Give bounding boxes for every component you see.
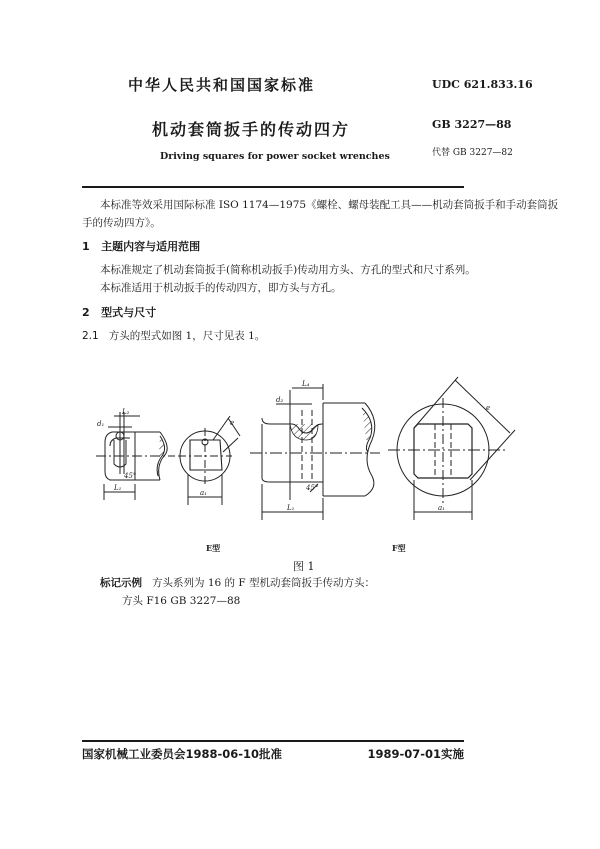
- dim-a-e: a₁: [200, 489, 207, 497]
- dim-e-f: e: [486, 404, 491, 412]
- section-1-paragraph-2: 本标准适用于机动扳手的传动四方，即方头与方孔。: [100, 282, 342, 294]
- document-title: 机动套筒扳手的传动四方: [152, 120, 351, 139]
- replaces-note: 代替 GB 3227—82: [432, 148, 513, 158]
- figure-caption: 图 1: [293, 560, 315, 573]
- type-e-label: E型: [206, 543, 221, 553]
- dim-l1-e: L₁: [114, 484, 122, 492]
- udc-code: UDC 621.833.16: [432, 78, 533, 91]
- dim-angle-e: 45°: [124, 472, 137, 480]
- section-title: 主题内容与适用范围: [101, 240, 201, 253]
- f-type-side-view: [250, 384, 380, 520]
- marking-example: [100, 575, 375, 590]
- dim-l2-e: L₂: [122, 408, 130, 416]
- dim-d2: d₂: [276, 396, 284, 404]
- type-f-label: F型: [392, 543, 406, 553]
- approval-date: 国家机械工业委员会1988-06-10批准: [82, 747, 283, 761]
- marking-example-label: 标记示例: [100, 577, 142, 589]
- section-1-paragraph-1: 本标准规定了机动套筒扳手(简称机动扳手)传动用方头、方孔的型式和尺寸系列。: [100, 264, 476, 276]
- subsection-2-1: [82, 328, 265, 343]
- section-2-heading: [82, 304, 156, 320]
- dim-angle-f: 45°: [306, 484, 319, 492]
- intro-line-2: 手的传动四方》。: [82, 217, 161, 229]
- e-type-end-view: [178, 416, 240, 505]
- dim-l1-f: L₁: [287, 504, 295, 512]
- section-number: 1: [82, 240, 90, 253]
- national-standard-title: 中华人民共和国国家标准: [128, 76, 316, 94]
- f-type-end-view: [388, 377, 515, 520]
- dim-a-f: a₁: [438, 504, 445, 512]
- section-number: 2: [82, 306, 90, 319]
- section-1-heading: [82, 238, 200, 254]
- e-type-side-view: [96, 412, 175, 500]
- standard-number: GB 3227—88: [432, 118, 512, 131]
- dim-l4: L₄: [302, 380, 310, 388]
- intro-line-1: 本标准等效采用国际标准 ISO 1174—1975《螺栓、螺母装配工具——机动套筒扳手和手动套筒扳: [100, 199, 559, 211]
- dim-e-e: e: [230, 419, 235, 427]
- english-title: Driving squares for power socket wrenches: [160, 151, 390, 162]
- marking-example-text: 方头系列为 16 的 F 型机动套筒扳手传动方头：: [152, 577, 376, 589]
- footer-divider: [82, 740, 464, 742]
- dim-d1: d₁: [97, 420, 105, 428]
- effective-date: 1989-07-01实施: [367, 747, 464, 761]
- subsection-number: 2.1: [82, 330, 99, 342]
- header-divider: [82, 186, 464, 188]
- section-title: 型式与尺寸: [101, 306, 157, 319]
- subsection-text: 方头的型式如图 1，尺寸见表 1。: [108, 330, 266, 342]
- marking-example-code: 方头 F16 GB 3227—88: [122, 595, 241, 607]
